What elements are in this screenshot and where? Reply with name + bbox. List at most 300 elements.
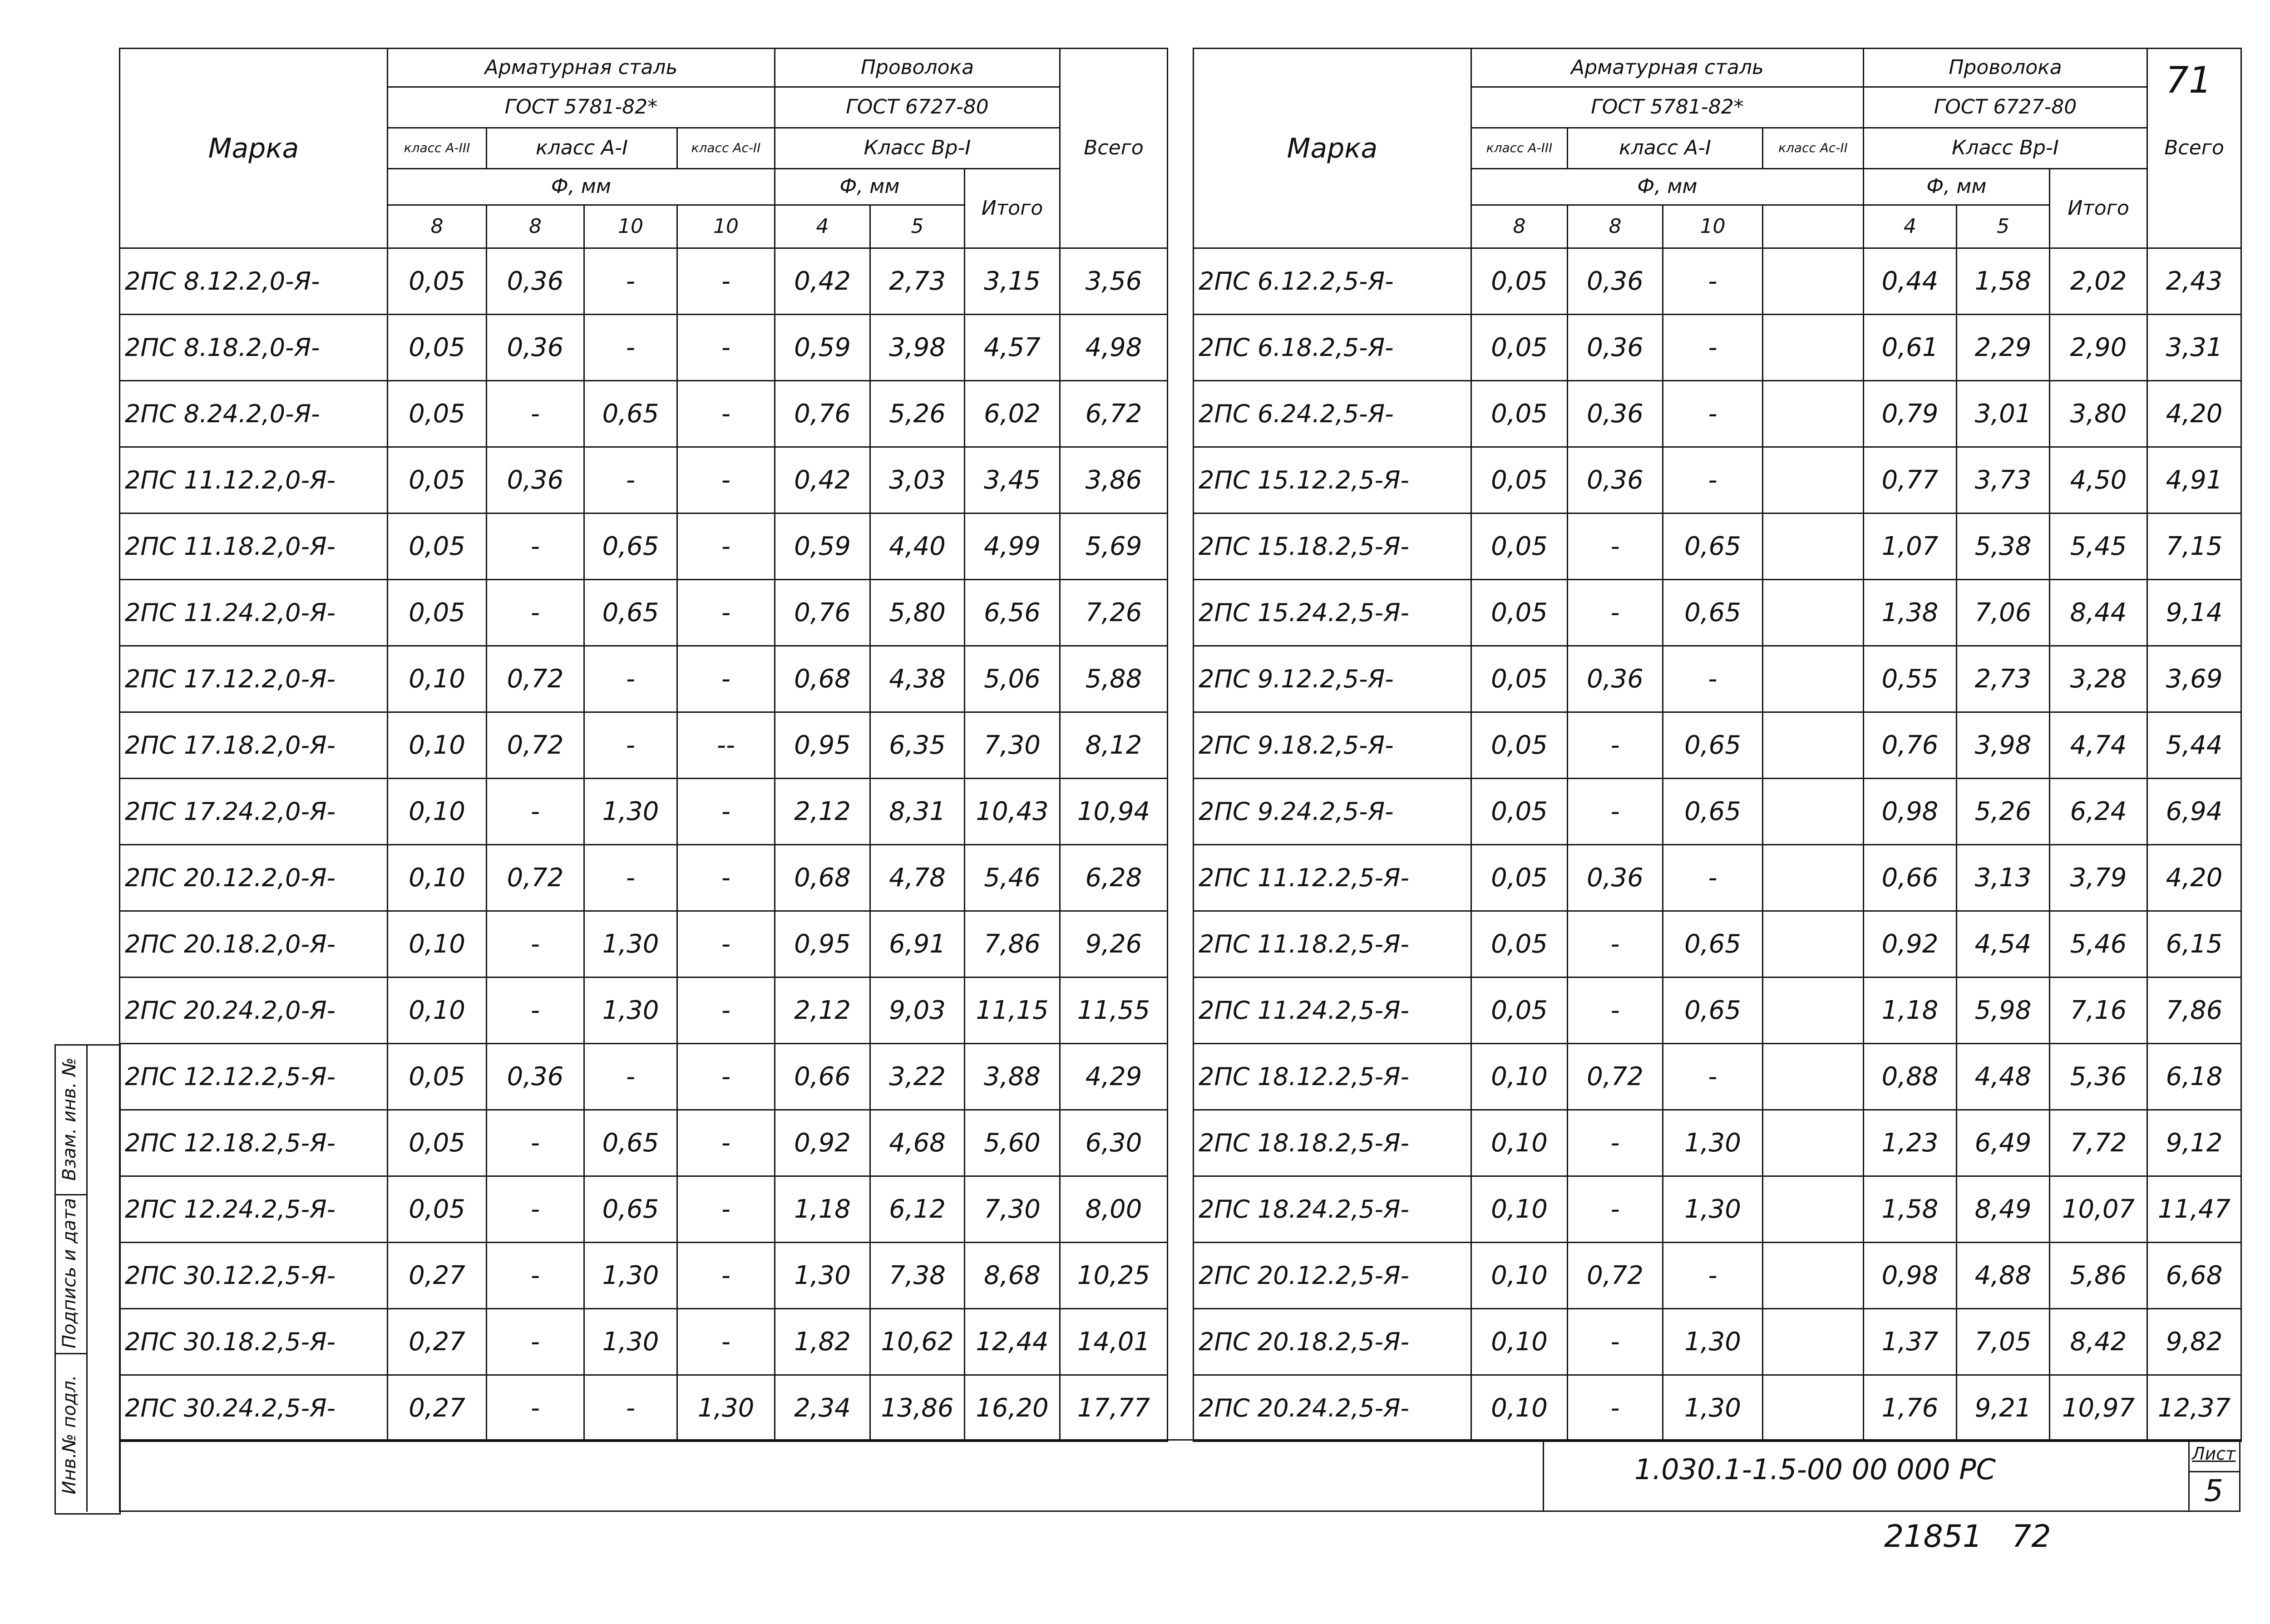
- value-cell: [1763, 580, 1864, 646]
- value-cell: 9,03: [870, 977, 965, 1044]
- marka-cell: 2ПС 6.12.2,5-Я-: [1194, 248, 1471, 315]
- diam-8b: 8: [487, 205, 584, 248]
- value-cell: 4,99: [965, 513, 1060, 580]
- value-cell: 6,35: [870, 712, 965, 779]
- phi-mm-header-right: Ф, мм: [1471, 169, 1864, 205]
- value-cell: 17,77: [1060, 1375, 1168, 1441]
- value-cell: 11,47: [2147, 1176, 2241, 1243]
- value-cell: 5,88: [1060, 646, 1168, 712]
- value-cell: 0,59: [775, 513, 870, 580]
- value-cell: [1763, 315, 1864, 381]
- value-cell: 11,55: [1060, 977, 1168, 1044]
- value-cell: 4,57: [965, 315, 1060, 381]
- value-cell: 13,86: [870, 1375, 965, 1441]
- value-cell: 0,36: [487, 1044, 584, 1110]
- value-cell: -: [1663, 646, 1763, 712]
- value-cell: [1763, 646, 1864, 712]
- value-cell: 0,65: [1663, 580, 1763, 646]
- value-cell: 6,56: [965, 580, 1060, 646]
- table-row: [1194, 646, 2241, 712]
- table-row: [120, 248, 1168, 315]
- value-cell: 4,78: [870, 845, 965, 911]
- value-cell: 6,12: [870, 1176, 965, 1243]
- value-cell: 3,79: [2050, 845, 2147, 911]
- value-cell: 3,98: [1957, 712, 2050, 779]
- value-cell: 5,26: [1957, 779, 2050, 845]
- value-cell: -: [677, 779, 775, 845]
- value-cell: 0,65: [1663, 712, 1763, 779]
- value-cell: 1,30: [584, 1243, 677, 1309]
- value-cell: 0,77: [1864, 447, 1957, 513]
- table-row: [120, 1176, 1168, 1243]
- gost-arm-header: ГОСТ 5781-82*: [388, 87, 775, 128]
- table-row: [1194, 977, 2241, 1044]
- marka-cell: 2ПС 30.18.2,5-Я-: [120, 1309, 388, 1375]
- value-cell: 0,72: [1568, 1044, 1663, 1110]
- value-cell: 2,34: [775, 1375, 870, 1441]
- table-row: [120, 580, 1168, 646]
- value-cell: 1,18: [1864, 977, 1957, 1044]
- value-cell: 7,30: [965, 712, 1060, 779]
- value-cell: 6,94: [2147, 779, 2241, 845]
- diam-empty-right: [1763, 205, 1864, 248]
- value-cell: 1,37: [1864, 1309, 1957, 1375]
- marka-cell: 2ПС 9.24.2,5-Я-: [1194, 779, 1471, 845]
- value-cell: 8,42: [2050, 1309, 2147, 1375]
- value-cell: 0,65: [1663, 779, 1763, 845]
- marka-header-right: Марка: [1194, 49, 1471, 248]
- value-cell: 4,88: [1957, 1243, 2050, 1309]
- value-cell: 8,12: [1060, 712, 1168, 779]
- marka-cell: 2ПС 12.12.2,5-Я-: [120, 1044, 388, 1110]
- value-cell: 0,61: [1864, 315, 1957, 381]
- value-cell: [1763, 1176, 1864, 1243]
- value-cell: [1763, 845, 1864, 911]
- table-row: [120, 911, 1168, 977]
- value-cell: 1,30: [584, 911, 677, 977]
- value-cell: 9,26: [1060, 911, 1168, 977]
- value-cell: 5,44: [2147, 712, 2241, 779]
- class-bp1-header-right: Класс Вр-I: [1864, 128, 2147, 169]
- value-cell: 0,05: [1471, 580, 1568, 646]
- value-cell: -: [677, 447, 775, 513]
- right-table: [1193, 48, 2242, 1442]
- table-row: [1194, 381, 2241, 447]
- value-cell: 0,59: [775, 315, 870, 381]
- value-cell: 7,38: [870, 1243, 965, 1309]
- value-cell: 1,30: [1663, 1375, 1763, 1441]
- value-cell: 10,62: [870, 1309, 965, 1375]
- value-cell: 0,98: [1864, 779, 1957, 845]
- value-cell: 0,05: [388, 1044, 487, 1110]
- left-table: [119, 48, 1168, 1442]
- value-cell: 7,05: [1957, 1309, 2050, 1375]
- value-cell: 8,00: [1060, 1176, 1168, 1243]
- value-cell: 0,05: [388, 580, 487, 646]
- table-row: [120, 712, 1168, 779]
- value-cell: 0,65: [584, 513, 677, 580]
- value-cell: 16,20: [965, 1375, 1060, 1441]
- table-row: [1194, 911, 2241, 977]
- value-cell: 2,73: [1957, 646, 2050, 712]
- marka-cell: 2ПС 17.24.2,0-Я-: [120, 779, 388, 845]
- table-row: [120, 1243, 1168, 1309]
- value-cell: 4,50: [2050, 447, 2147, 513]
- value-cell: 7,06: [1957, 580, 2050, 646]
- value-cell: -: [487, 779, 584, 845]
- value-cell: 1,38: [1864, 580, 1957, 646]
- value-cell: -: [677, 1044, 775, 1110]
- value-cell: 3,86: [1060, 447, 1168, 513]
- value-cell: 0,98: [1864, 1243, 1957, 1309]
- value-cell: 0,10: [388, 646, 487, 712]
- value-cell: -: [487, 1309, 584, 1375]
- diam-5: 5: [870, 205, 965, 248]
- value-cell: 6,15: [2147, 911, 2241, 977]
- value-cell: 3,80: [2050, 381, 2147, 447]
- class-a3-header: класс А-III: [388, 128, 487, 169]
- value-cell: -: [677, 315, 775, 381]
- value-cell: 9,12: [2147, 1110, 2241, 1176]
- value-cell: 0,05: [1471, 248, 1568, 315]
- value-cell: 5,69: [1060, 513, 1168, 580]
- value-cell: 0,65: [584, 381, 677, 447]
- marka-cell: 2ПС 20.18.2,5-Я-: [1194, 1309, 1471, 1375]
- value-cell: 0,65: [584, 1176, 677, 1243]
- marka-cell: 2ПС 8.12.2,0-Я-: [120, 248, 388, 315]
- value-cell: -: [1663, 1044, 1763, 1110]
- value-cell: 0,05: [1471, 712, 1568, 779]
- value-cell: [1763, 513, 1864, 580]
- diam-5-right: 5: [1957, 205, 2050, 248]
- value-cell: 0,10: [1471, 1176, 1568, 1243]
- sheet-number: 5: [2204, 1473, 2223, 1508]
- value-cell: 0,44: [1864, 248, 1957, 315]
- value-cell: 1,30: [584, 779, 677, 845]
- value-cell: 0,55: [1864, 646, 1957, 712]
- value-cell: 4,40: [870, 513, 965, 580]
- value-cell: 3,98: [870, 315, 965, 381]
- gost-wire-header-right: ГОСТ 6727-80: [1864, 87, 2147, 128]
- diam-10b: 10: [677, 205, 775, 248]
- marka-cell: 2ПС 12.24.2,5-Я-: [120, 1176, 388, 1243]
- diam-10a: 10: [584, 205, 677, 248]
- marka-cell: 2ПС 11.24.2,5-Я-: [1194, 977, 1471, 1044]
- value-cell: 6,24: [2050, 779, 2147, 845]
- value-cell: 1,30: [584, 977, 677, 1044]
- table-row: [1194, 580, 2241, 646]
- value-cell: 0,27: [388, 1309, 487, 1375]
- value-cell: 7,86: [2147, 977, 2241, 1044]
- value-cell: 2,12: [775, 977, 870, 1044]
- value-cell: 0,36: [1568, 447, 1663, 513]
- value-cell: 6,49: [1957, 1110, 2050, 1176]
- value-cell: 0,36: [487, 315, 584, 381]
- marka-cell: 2ПС 17.12.2,0-Я-: [120, 646, 388, 712]
- vzam-inv-label: Взам. инв. №: [59, 1057, 80, 1181]
- marka-cell: 2ПС 6.18.2,5-Я-: [1194, 315, 1471, 381]
- value-cell: 10,43: [965, 779, 1060, 845]
- value-cell: -: [677, 646, 775, 712]
- value-cell: 6,30: [1060, 1110, 1168, 1176]
- value-cell: 4,20: [2147, 381, 2241, 447]
- value-cell: 5,80: [870, 580, 965, 646]
- value-cell: -: [1568, 1375, 1663, 1441]
- value-cell: 10,07: [2050, 1176, 2147, 1243]
- binding-strip-line-2: [54, 1353, 86, 1354]
- value-cell: 0,76: [775, 580, 870, 646]
- value-cell: 0,72: [487, 845, 584, 911]
- class-a1-header-right: класс А-I: [1568, 128, 1763, 169]
- marka-cell: 2ПС 20.24.2,0-Я-: [120, 977, 388, 1044]
- gost-arm-header-right: ГОСТ 5781-82*: [1471, 87, 1864, 128]
- table-row: [120, 1044, 1168, 1110]
- value-cell: -: [487, 381, 584, 447]
- value-cell: 1,30: [1663, 1176, 1763, 1243]
- value-cell: 0,10: [388, 911, 487, 977]
- value-cell: 0,36: [1568, 381, 1663, 447]
- marka-cell: 2ПС 9.18.2,5-Я-: [1194, 712, 1471, 779]
- value-cell: 0,72: [487, 712, 584, 779]
- value-cell: 0,95: [775, 911, 870, 977]
- marka-cell: 2ПС 20.18.2,0-Я-: [120, 911, 388, 977]
- value-cell: -: [1568, 1309, 1663, 1375]
- value-cell: 5,26: [870, 381, 965, 447]
- value-cell: 0,92: [775, 1110, 870, 1176]
- value-cell: 0,66: [775, 1044, 870, 1110]
- value-cell: 0,05: [1471, 977, 1568, 1044]
- marka-cell: 2ПС 9.12.2,5-Я-: [1194, 646, 1471, 712]
- value-cell: [1763, 1309, 1864, 1375]
- table-row: [120, 315, 1168, 381]
- value-cell: 0,36: [1568, 845, 1663, 911]
- marka-cell: 2ПС 15.18.2,5-Я-: [1194, 513, 1471, 580]
- value-cell: 0,10: [388, 845, 487, 911]
- value-cell: 0,76: [1864, 712, 1957, 779]
- class-ac2-header: класс Ас-II: [677, 128, 775, 169]
- value-cell: 1,30: [584, 1309, 677, 1375]
- value-cell: -: [584, 248, 677, 315]
- value-cell: -: [677, 1110, 775, 1176]
- value-cell: 6,28: [1060, 845, 1168, 911]
- value-cell: 0,05: [388, 1110, 487, 1176]
- value-cell: 5,06: [965, 646, 1060, 712]
- value-cell: 10,94: [1060, 779, 1168, 845]
- value-cell: [1763, 1243, 1864, 1309]
- value-cell: -: [584, 845, 677, 911]
- table-row: [1194, 1044, 2241, 1110]
- value-cell: -: [1663, 381, 1763, 447]
- value-cell: -: [1663, 1243, 1763, 1309]
- value-cell: 0,10: [1471, 1110, 1568, 1176]
- marka-cell: 2ПС 18.24.2,5-Я-: [1194, 1176, 1471, 1243]
- table-row: [120, 646, 1168, 712]
- value-cell: 7,30: [965, 1176, 1060, 1243]
- value-cell: 8,49: [1957, 1176, 2050, 1243]
- value-cell: 0,36: [487, 248, 584, 315]
- value-cell: 3,69: [2147, 646, 2241, 712]
- value-cell: 8,31: [870, 779, 965, 845]
- table-row: [120, 1110, 1168, 1176]
- inv-podl-label: Инв.№ подл.: [59, 1375, 80, 1495]
- value-cell: -: [677, 977, 775, 1044]
- value-cell: -: [1568, 580, 1663, 646]
- value-cell: 14,01: [1060, 1309, 1168, 1375]
- value-cell: 0,68: [775, 845, 870, 911]
- sheet-label: Лист: [2192, 1444, 2236, 1464]
- value-cell: -: [677, 1309, 775, 1375]
- value-cell: 2,29: [1957, 315, 2050, 381]
- table-row: [1194, 712, 2241, 779]
- table-row: [1194, 1375, 2241, 1441]
- value-cell: 0,27: [388, 1375, 487, 1441]
- marka-cell: 2ПС 15.24.2,5-Я-: [1194, 580, 1471, 646]
- value-cell: 4,91: [2147, 447, 2241, 513]
- table-row: [120, 845, 1168, 911]
- value-cell: 0,36: [487, 447, 584, 513]
- value-cell: 0,10: [1471, 1375, 1568, 1441]
- value-cell: 3,13: [1957, 845, 2050, 911]
- class-a3-header-right: класс А-III: [1471, 128, 1568, 169]
- value-cell: 1,30: [775, 1243, 870, 1309]
- value-cell: -: [487, 911, 584, 977]
- value-cell: 5,98: [1957, 977, 2050, 1044]
- table-row: [120, 779, 1168, 845]
- value-cell: 3,31: [2147, 315, 2241, 381]
- value-cell: 0,65: [1663, 911, 1763, 977]
- value-cell: 5,86: [2050, 1243, 2147, 1309]
- value-cell: 0,05: [1471, 911, 1568, 977]
- vsego-header: Всего: [1060, 49, 1168, 248]
- marka-header: Марка: [120, 49, 388, 248]
- value-cell: 7,16: [2050, 977, 2147, 1044]
- value-cell: 4,29: [1060, 1044, 1168, 1110]
- value-cell: 0,65: [1663, 513, 1763, 580]
- value-cell: 0,66: [1864, 845, 1957, 911]
- phi-mm-wire-header-right: Ф, мм: [1864, 169, 2050, 205]
- class-ac2-header-right: класс Ас-II: [1763, 128, 1864, 169]
- value-cell: 1,30: [677, 1375, 775, 1441]
- table-row: [120, 447, 1168, 513]
- value-cell: 3,03: [870, 447, 965, 513]
- value-cell: 2,90: [2050, 315, 2147, 381]
- table-row: [120, 1375, 1168, 1441]
- value-cell: -: [584, 646, 677, 712]
- value-cell: 4,20: [2147, 845, 2241, 911]
- marka-cell: 2ПС 20.12.2,0-Я-: [120, 845, 388, 911]
- table-row: [1194, 845, 2241, 911]
- wire-header: Проволока: [775, 49, 1060, 87]
- value-cell: 0,05: [388, 1176, 487, 1243]
- value-cell: -: [1663, 845, 1763, 911]
- value-cell: 7,15: [2147, 513, 2241, 580]
- value-cell: -: [677, 248, 775, 315]
- value-cell: -: [1568, 1110, 1663, 1176]
- value-cell: 3,73: [1957, 447, 2050, 513]
- value-cell: [1763, 977, 1864, 1044]
- value-cell: 0,05: [1471, 779, 1568, 845]
- value-cell: -: [584, 1375, 677, 1441]
- value-cell: 5,60: [965, 1110, 1060, 1176]
- value-cell: 6,68: [2147, 1243, 2241, 1309]
- value-cell: 0,36: [1568, 248, 1663, 315]
- value-cell: 0,72: [487, 646, 584, 712]
- marka-cell: 2ПС 18.12.2,5-Я-: [1194, 1044, 1471, 1110]
- value-cell: -: [677, 580, 775, 646]
- marka-cell: 2ПС 20.12.2,5-Я-: [1194, 1243, 1471, 1309]
- table-row: [1194, 779, 2241, 845]
- value-cell: 5,38: [1957, 513, 2050, 580]
- value-cell: -: [584, 447, 677, 513]
- value-cell: 9,82: [2147, 1309, 2241, 1375]
- value-cell: 4,54: [1957, 911, 2050, 977]
- value-cell: -: [487, 977, 584, 1044]
- podpis-data-label: Подпись и дата: [59, 1198, 80, 1348]
- value-cell: 1,82: [775, 1309, 870, 1375]
- value-cell: 0,10: [1471, 1044, 1568, 1110]
- value-cell: 3,15: [965, 248, 1060, 315]
- table-row: [1194, 248, 2241, 315]
- value-cell: 6,72: [1060, 381, 1168, 447]
- diam-4-right: 4: [1864, 205, 1957, 248]
- page-mark: 71: [2166, 59, 2212, 101]
- value-cell: 0,05: [388, 315, 487, 381]
- value-cell: 0,10: [388, 712, 487, 779]
- value-cell: 0,42: [775, 248, 870, 315]
- marka-cell: 2ПС 6.24.2,5-Я-: [1194, 381, 1471, 447]
- marka-cell: 2ПС 11.12.2,5-Я-: [1194, 845, 1471, 911]
- value-cell: 5,46: [965, 845, 1060, 911]
- value-cell: 0,65: [584, 580, 677, 646]
- gost-wire-header: ГОСТ 6727-80: [775, 87, 1060, 128]
- value-cell: -: [1663, 447, 1763, 513]
- value-cell: 3,22: [870, 1044, 965, 1110]
- value-cell: 1,30: [1663, 1110, 1763, 1176]
- value-cell: 0,05: [388, 248, 487, 315]
- value-cell: 1,07: [1864, 513, 1957, 580]
- value-cell: 0,36: [1568, 315, 1663, 381]
- value-cell: [1763, 1110, 1864, 1176]
- diam-10a-right: 10: [1663, 205, 1763, 248]
- value-cell: 3,28: [2050, 646, 2147, 712]
- value-cell: 0,72: [1568, 1243, 1663, 1309]
- value-cell: 0,05: [1471, 646, 1568, 712]
- value-cell: -: [487, 1110, 584, 1176]
- sheet-box-divider: [2188, 1471, 2240, 1472]
- table-row: [1194, 1110, 2241, 1176]
- value-cell: 1,23: [1864, 1110, 1957, 1176]
- value-cell: 5,46: [2050, 911, 2147, 977]
- value-cell: -: [584, 712, 677, 779]
- value-cell: -: [677, 381, 775, 447]
- value-cell: 0,27: [388, 1243, 487, 1309]
- value-cell: -: [677, 845, 775, 911]
- value-cell: 6,91: [870, 911, 965, 977]
- table-row: [1194, 315, 2241, 381]
- value-cell: 8,68: [965, 1243, 1060, 1309]
- vsego-header-right: Всего: [2147, 49, 2241, 248]
- arm-steel-header-right: Арматурная сталь: [1471, 49, 1864, 87]
- table-row: [120, 513, 1168, 580]
- value-cell: -: [1568, 712, 1663, 779]
- value-cell: -: [487, 513, 584, 580]
- value-cell: -: [1663, 315, 1763, 381]
- value-cell: 12,37: [2147, 1375, 2241, 1441]
- value-cell: -: [1663, 248, 1763, 315]
- value-cell: -: [584, 315, 677, 381]
- value-cell: 0,42: [775, 447, 870, 513]
- value-cell: -: [677, 1176, 775, 1243]
